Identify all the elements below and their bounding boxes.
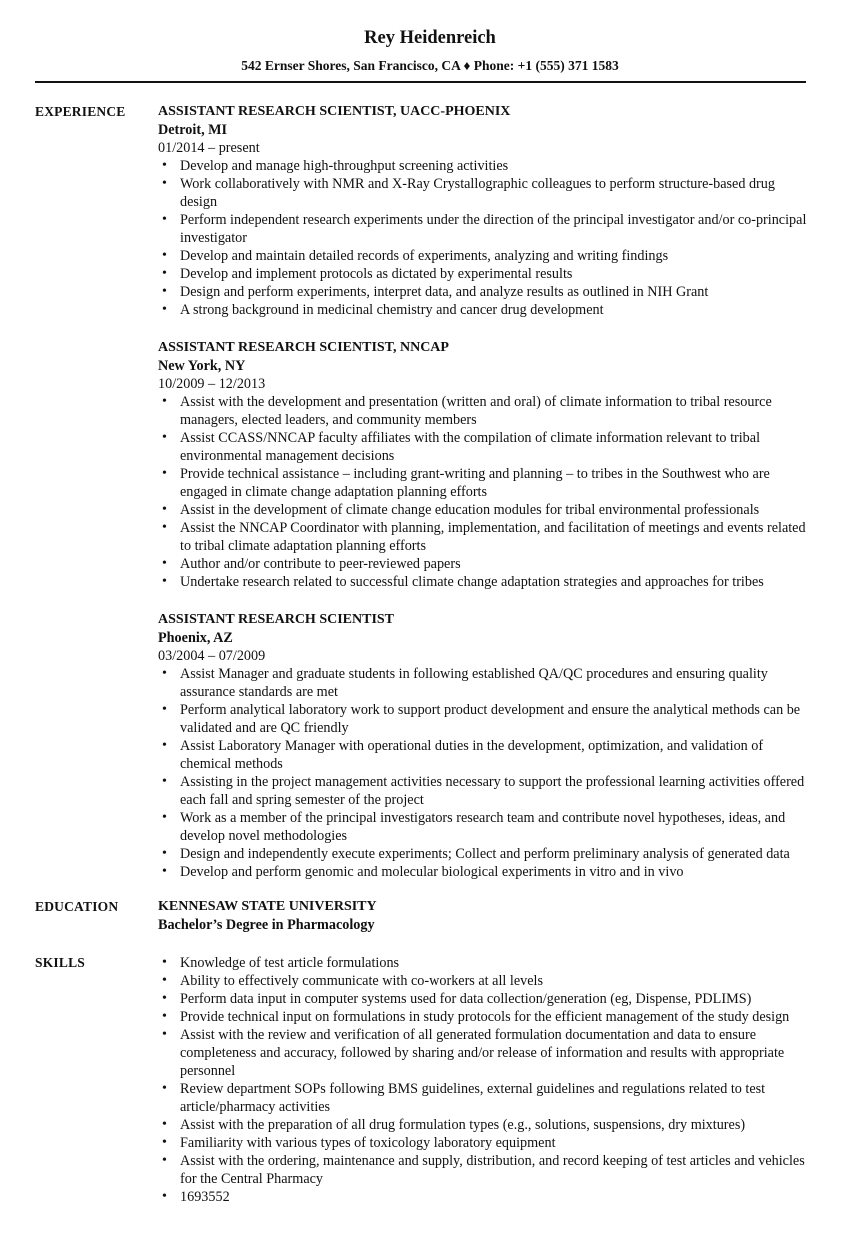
list-item [158,429,810,465]
bullet-text: Undertake research related to successful climate change adaptation strategies and approaches for tribes [180,574,764,590]
bullet-icon: • [162,1081,167,1096]
bullet-text: Assist CCASS/NNCAP faculty affiliates with the compilation of climate information relevant to tribal environmental management decisions [180,430,761,464]
bullet-icon: • [162,1117,167,1132]
bullet-icon: • [162,702,167,717]
bullet-text: Design and independently execute experiments; Collect and perform preliminary analysis of generated data [180,846,790,862]
list-item [158,863,810,881]
job-dates: 10/2009 – 12/2013 [158,376,266,392]
bullet-icon: • [162,738,167,753]
list-item [158,247,810,265]
bullet-text: Familiarity with various types of toxicology laboratory equipment [180,1135,556,1151]
bullet-text: Assist Laboratory Manager with operational duties in the development, optimization, and validation of chemical methods [180,738,764,772]
list-item [158,301,810,319]
job-entry [158,339,810,591]
education-section [35,898,810,934]
header-divider [35,81,806,83]
list-item [158,1008,810,1026]
bullet-text: Develop and implement protocols as dictated by experimental results [180,266,573,282]
bullet-icon: • [162,574,167,589]
bullet-text: Review department SOPs following BMS guidelines, external guidelines and regulations related to test article/pharmacy activities [180,1081,766,1115]
list-item [158,393,810,429]
bullet-text: Assist with the review and verification of all generated formulation documentation and data to ensure completeness and accuracy, followed by sharing and/or release of information and results with appropriate personnel [180,1027,785,1079]
job-bullets [158,665,810,881]
candidate-name: Rey Heidenreich [364,28,496,48]
list-item [158,1134,810,1152]
list-item [158,1188,810,1206]
bullet-icon: • [162,774,167,789]
bullet-icon: • [162,430,167,445]
list-item [158,175,810,211]
education-label: EDUCATION [35,899,119,914]
bullet-icon: • [162,248,167,263]
bullet-icon: • [162,284,167,299]
bullet-icon: • [162,1027,167,1042]
job-dates: 01/2014 – present [158,140,260,156]
bullet-text: 1693552 [180,1189,230,1205]
bullet-icon: • [162,1135,167,1150]
bullet-text: Knowledge of test article formulations [180,955,400,971]
job-title: ASSISTANT RESEARCH SCIENTIST, NNCAP [158,340,449,355]
bullet-text: Perform data input in computer systems used for data collection/generation (eg, Dispense, PDLIMS) [180,991,752,1007]
experience-list [158,103,810,881]
list-item [158,809,810,845]
job-location: Phoenix, AZ [158,630,233,646]
list-item [158,972,810,990]
bullet-icon: • [162,1009,167,1024]
bullet-icon: • [162,666,167,681]
bullet-text: A strong background in medicinal chemistry and cancer drug development [180,302,604,318]
bullet-icon: • [162,1153,167,1168]
list-item [158,845,810,863]
experience-label: EXPERIENCE [35,104,126,119]
list-item [158,157,810,175]
job-location: New York, NY [158,358,246,374]
job-bullets [158,393,810,591]
experience-section [35,103,810,881]
skills-list [158,954,810,1206]
bullet-icon: • [162,266,167,281]
skills-section [35,954,810,1206]
job-location: Detroit, MI [158,122,228,138]
list-item [158,990,810,1008]
job-title: ASSISTANT RESEARCH SCIENTIST [158,612,395,627]
list-item [158,1080,810,1116]
bullet-text: Provide technical assistance – including grant-writing and planning – to tribes in the Southwest who are engaged in climate change adaptation planning efforts [180,466,770,500]
bullet-icon: • [162,502,167,517]
bullet-text: Assist in the development of climate change education modules for tribal environmental professionals [180,502,760,518]
bullet-icon: • [162,212,167,227]
list-item [158,211,810,247]
bullet-text: Work collaboratively with NMR and X-Ray Crystallographic colleagues to perform structure-based drug design [180,176,775,210]
bullet-text: Develop and maintain detailed records of experiments, analyzing and writing findings [180,248,669,264]
bullet-text: Assist with the ordering, maintenance and supply, distribution, and record keeping of test articles and vehicles for the Central Pharmacy [180,1153,805,1187]
list-item [158,519,810,555]
job-bullets [158,157,810,319]
bullet-text: Develop and perform genomic and molecular biological experiments in vitro and in vivo [180,864,684,880]
degree: Bachelor’s Degree in Pharmacology [158,917,375,933]
bullet-icon: • [162,810,167,825]
list-item [158,465,810,501]
list-item [158,501,810,519]
bullet-icon: • [162,394,167,409]
job-title: ASSISTANT RESEARCH SCIENTIST, UACC-PHOENIX [158,104,511,119]
skills-label: SKILLS [35,955,85,970]
job-entry [158,611,810,881]
bullet-text: Perform analytical laboratory work to support product development and ensure the analytical methods can be validated and are QC friendly [180,702,801,736]
list-item [158,1026,810,1080]
list-item [158,283,810,301]
contact-line: 542 Ernser Shores, San Francisco, CA ♦ Phone: +1 (555) 371 1583 [241,58,619,73]
bullet-icon: • [162,1189,167,1204]
list-item [158,265,810,283]
bullet-text: Develop and manage high-throughput screening activities [180,158,509,174]
bullet-text: Assist Manager and graduate students in following established QA/QC procedures and ensuring quality assurance standards are met [180,666,768,700]
bullet-text: Assist with the development and presentation (written and oral) of climate information to tribal resource managers, elected leaders, and community members [180,394,772,428]
bullet-icon: • [162,973,167,988]
bullet-text: Provide technical input on formulations in study protocols for the efficient management of the study design [180,1009,790,1025]
bullet-text: Perform independent research experiments under the direction of the principal investigator and/or co-principal investigator [180,212,807,246]
list-item [158,1152,810,1188]
list-item [158,573,810,591]
list-item [158,665,810,701]
bullet-text: Author and/or contribute to peer-reviewed papers [180,556,461,572]
list-item [158,555,810,573]
list-item [158,701,810,737]
bullet-icon: • [162,520,167,535]
school-name: KENNESAW STATE UNIVERSITY [158,899,377,914]
bullet-text: Assist with the preparation of all drug formulation types (e.g., solutions, suspensions, dry mixtures) [180,1117,746,1133]
job-entry [158,103,810,319]
bullet-text: Design and perform experiments, interpret data, and analyze results as outlined in NIH Grant [180,284,709,300]
list-item [158,1116,810,1134]
bullet-icon: • [162,176,167,191]
bullet-icon: • [162,158,167,173]
list-item [158,773,810,809]
bullet-icon: • [162,864,167,879]
bullet-icon: • [162,846,167,861]
bullet-icon: • [162,991,167,1006]
bullet-icon: • [162,302,167,317]
bullet-text: Assist the NNCAP Coordinator with planning, implementation, and facilitation of meetings and events related to tribal climate adaptation planning efforts [180,520,806,554]
bullet-text: Work as a member of the principal investigators research team and contribute novel hypotheses, ideas, and develop novel methodologies [180,810,786,844]
bullet-icon: • [162,466,167,481]
list-item [158,954,810,972]
bullet-text: Ability to effectively communicate with co-workers at all levels [180,973,543,989]
bullet-icon: • [162,556,167,571]
bullet-text: Assisting in the project management activities necessary to support the professional learning activities offered each fall and spring semester of the project [180,774,805,808]
list-item [158,737,810,773]
bullet-icon: • [162,955,167,970]
job-dates: 03/2004 – 07/2009 [158,648,266,664]
